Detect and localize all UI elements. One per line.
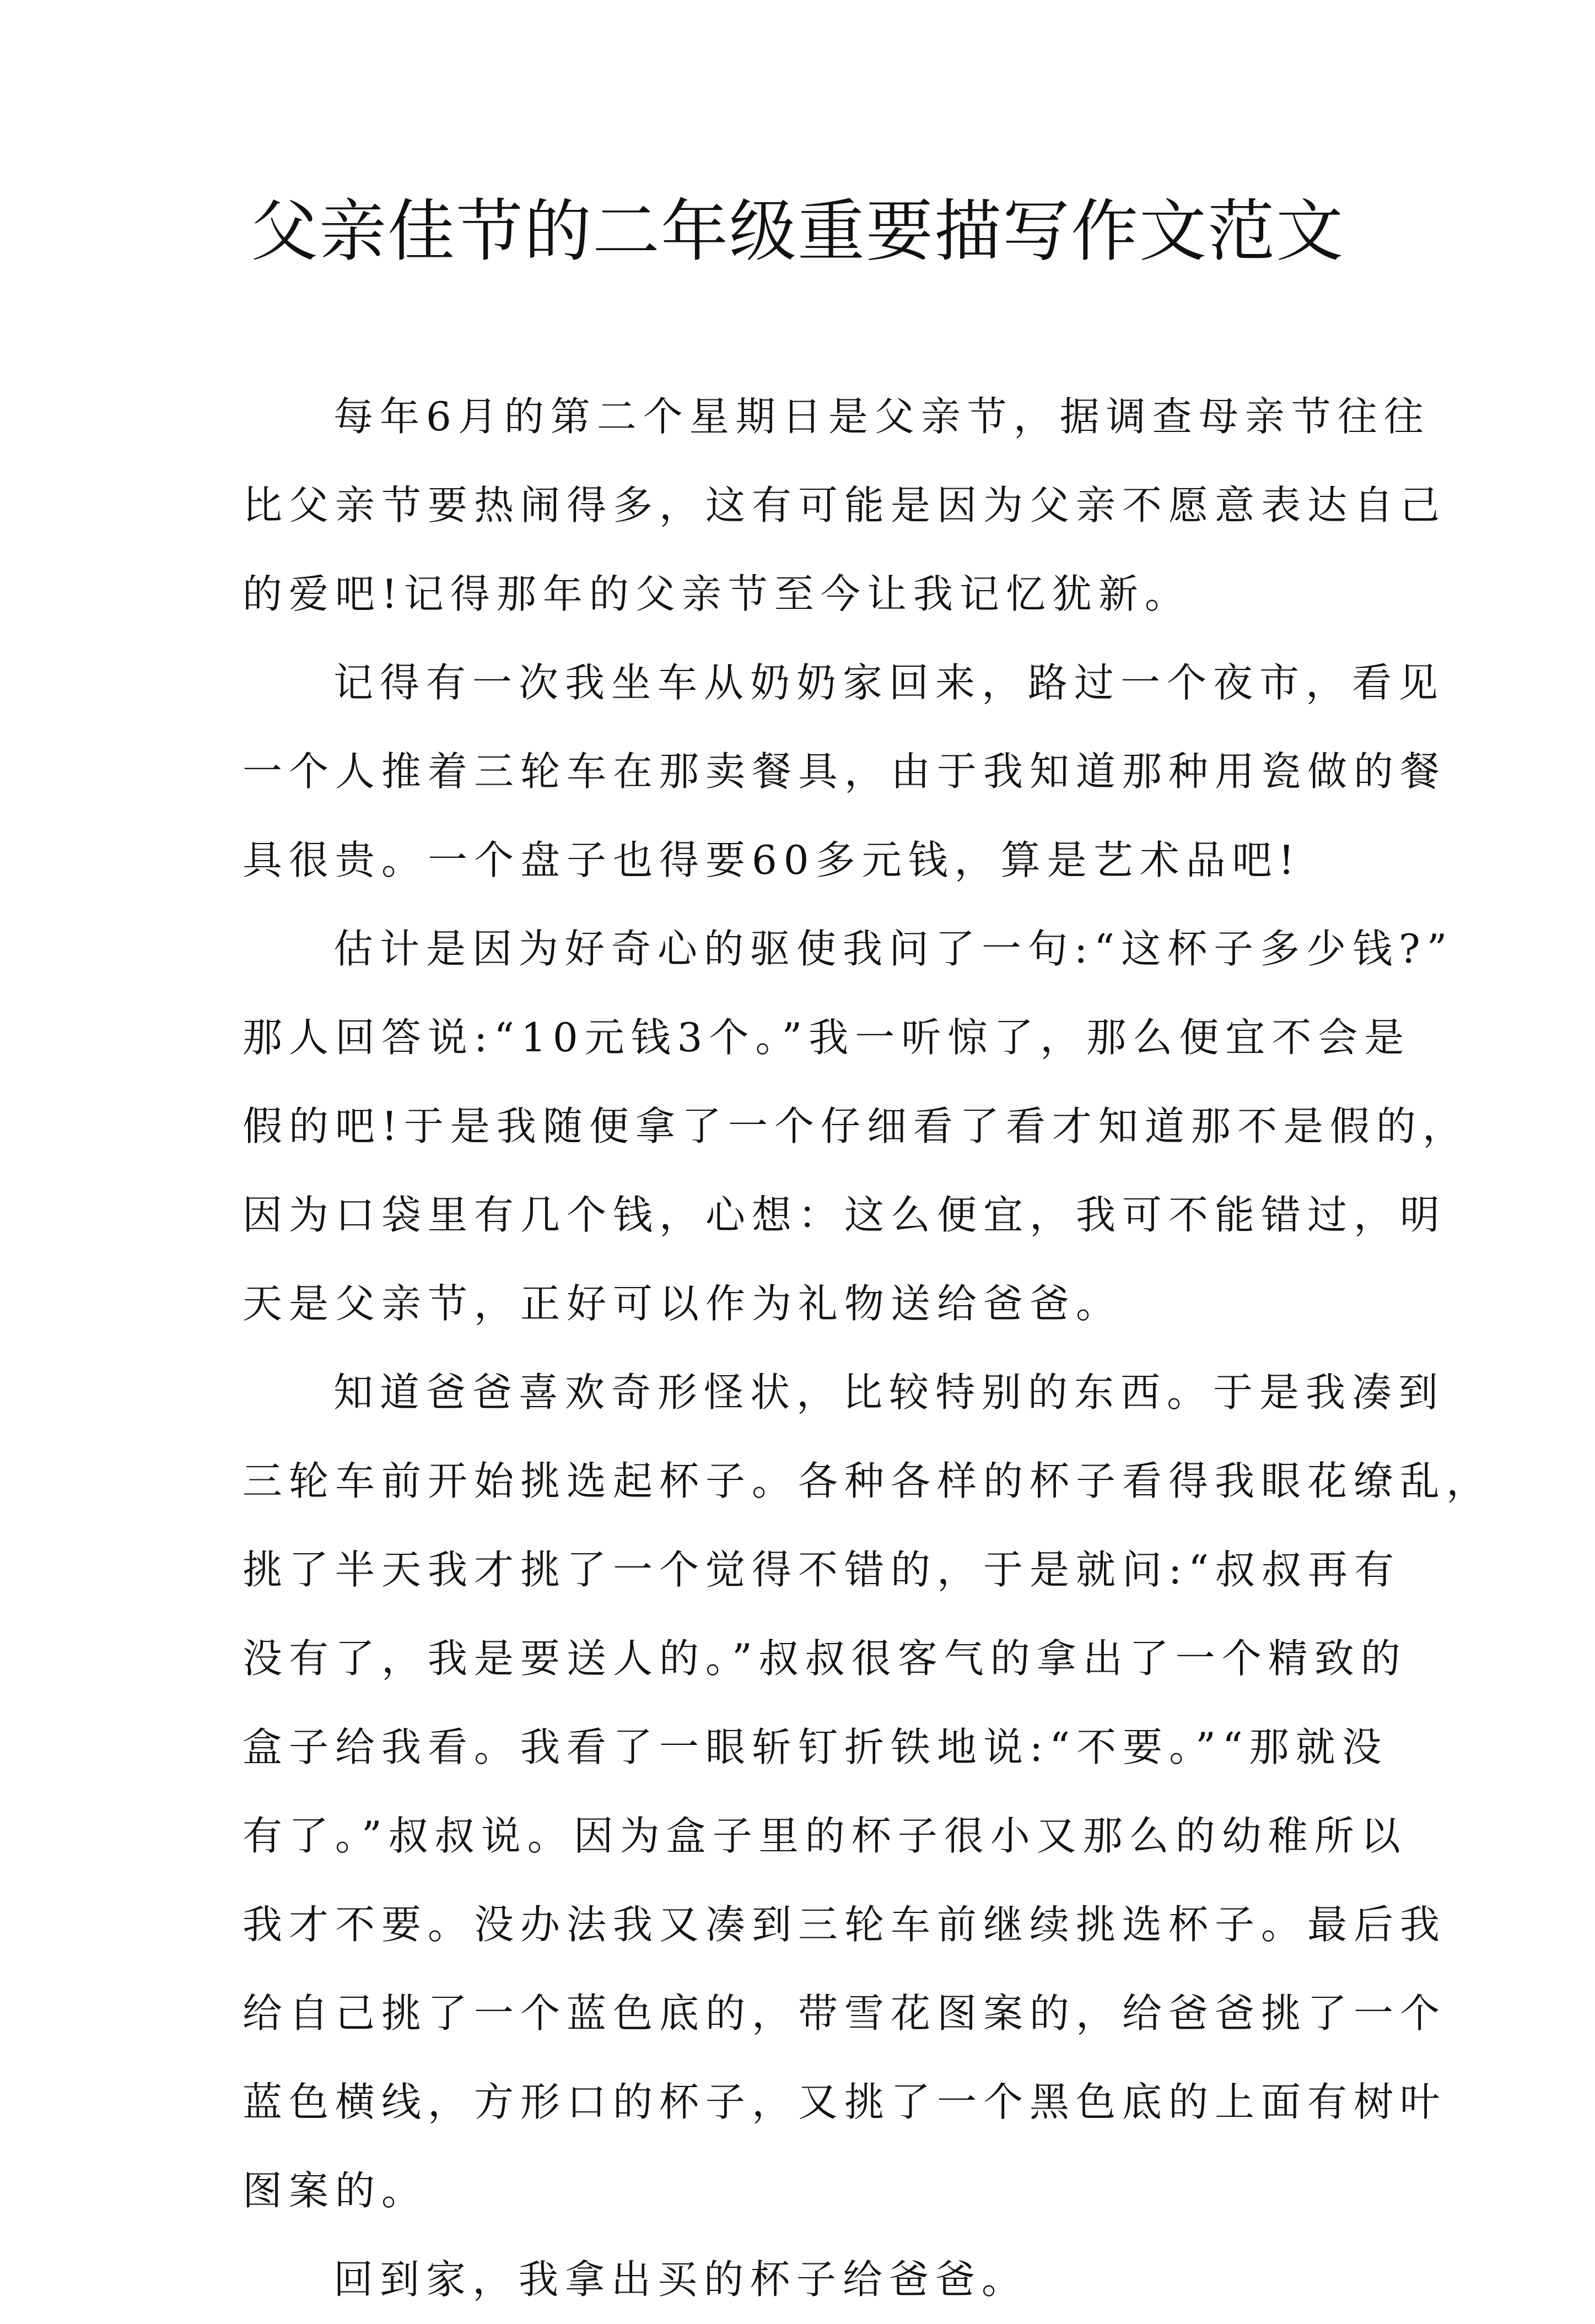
text-line: 挑了半天我才挑了一个觉得不错的，于是就问:“叔叔再有 [243, 1547, 1401, 1593]
text-line: 回到家，我拿出买的杯子给爸爸。 [333, 2256, 1028, 2303]
text-line: 盒子给我看。我看了一眼斩钉折铁地说:“不要。”“那就没 [243, 1724, 1388, 1770]
text-line: 一个人推着三轮车在那卖餐具，由于我知道那种用瓷做的餐 [243, 748, 1447, 795]
paragraph-5 [243, 2235, 1361, 2324]
text-line: 没有了，我是要送人的。”叔叔很客气的拿出了一个精致的 [243, 1635, 1407, 1682]
text-line: 知道爸爸喜欢奇形怪状，比较特别的东西。于是我凑到 [333, 1369, 1445, 1415]
text-line: 蓝色横线，方形口的杯子，又挑了一个黑色底的上面有树叶 [243, 2079, 1447, 2125]
text-line: 那人回答说:“10元钱3个。”我一听惊了，那么便宜不会是 [243, 1014, 1411, 1061]
paragraph-2 [243, 639, 1447, 905]
text-line: 给自己挑了一个蓝色底的，带雪花图案的，给爸爸挑了一个 [243, 1990, 1447, 2036]
text-line: 天是父亲节，正好可以作为礼物送给爸爸。 [243, 1280, 1123, 1327]
text-line: 有了。”叔叔说。因为盒子里的杯子很小又那么的幼稚所以 [243, 1813, 1407, 1859]
text-line: 每年6月的第二个星期日是父亲节，据调查母亲节往往 [333, 393, 1430, 440]
document-body [243, 372, 1493, 2324]
text-line: 假的吧!于是我随便拿了一个仔细看了看才知道那不是假的， [243, 1103, 1469, 1149]
text-line: 比父亲节要热闹得多，这有可能是因为父亲不愿意表达自己 [243, 482, 1447, 528]
text-line: 估计是因为好奇心的驱使我问了一句:“这杯子多少钱?” [333, 926, 1454, 972]
text-line: 的爱吧!记得那年的父亲节至今让我记忆犹新。 [243, 571, 1191, 617]
paragraph-1 [243, 372, 1447, 639]
paragraph-3 [243, 905, 1469, 1348]
text-line: 因为口袋里有几个钱，心想：这么便宜，我可不能错过，明 [243, 1192, 1447, 1238]
text-line: 图案的。 [243, 2168, 428, 2214]
text-line: 我才不要。没办法我又凑到三轮车前继续挑选杯子。最后我 [243, 1901, 1447, 1948]
text-line: 具很贵。一个盘子也得要60多元钱，算是艺术品吧! [243, 837, 1301, 883]
document-title: 父亲佳节的二年级重要描写作文范文 [251, 192, 1344, 271]
text-line: 三轮车前开始挑选起杯子。各种各样的杯子看得我眼花缭乱， [243, 1458, 1493, 1504]
paragraph-4 [243, 1348, 1493, 2235]
text-line: 记得有一次我坐车从奶奶家回来，路过一个夜市，看见 [333, 660, 1445, 706]
